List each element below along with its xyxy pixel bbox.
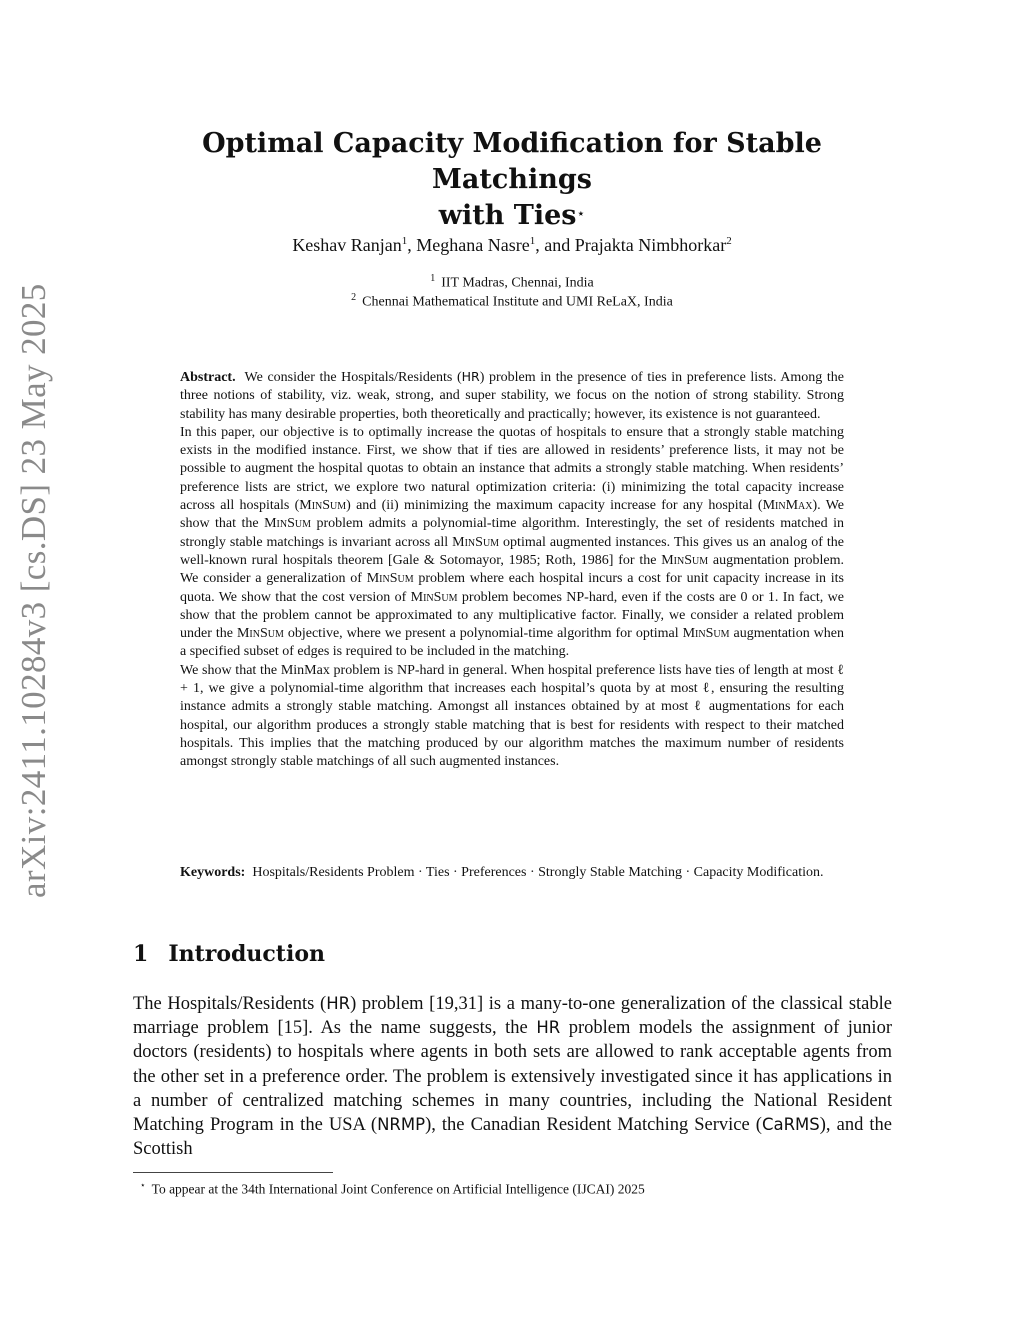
keywords-text: Hospitals/Residents Problem · Ties · Preferences · Strongly Stable Matching · Capacity Modification. (252, 865, 824, 880)
footnote-text: To appear at the 34th International Joint Conference on Artificial Intelligence (IJCAI) 2025 (151, 1181, 645, 1197)
footnote-rule (133, 1172, 333, 1173)
abstract-text: augmentation problem. We consider a generalization of (180, 552, 844, 587)
keywords (180, 864, 844, 882)
term-minsum: MinSum (366, 571, 414, 587)
intro-text: ) problem [19,31] is a many-to-one generalization of the classical stable marriage problem [15]. As the name suggests, the (133, 994, 892, 1039)
abstract-text: ) and (ii) minimizing the maximum capacity increase for any hospital ( (346, 498, 763, 514)
author-3-affil: 2 (726, 235, 732, 247)
paper-title (120, 126, 904, 234)
arxiv-stamp: arXiv:2411.10284v3 [cs.DS] 23 May 2025 (14, 283, 53, 898)
abstract-text: problem becomes NP-hard, even if the costs are 0 or 1. In fact, we show that the problem cannot be approximated to any multiplicative factor. Finally, we consider a related problem under the (180, 589, 844, 642)
term-minsum: MinSum (452, 534, 500, 550)
abstract-text: augmentation when a specified subset of edges is required to be included in the matching. (180, 626, 845, 660)
term-minmax: MinMax (762, 498, 813, 514)
section-heading (133, 941, 325, 967)
abbr-nrmp: NRMP (377, 1115, 426, 1135)
author-2: Meghana Nasre (416, 235, 530, 255)
abstract-text: In this paper, our objective is to optimally increase the quotas of hospitals to ensure that a strongly stable matching exists in the modified instance. First, we show that if ties are allowed in residents’ preference lists, it may not be possible to augment the hospital quotas to obtain an instance that admits a strongly stable matching. When residents’ preference lists are strict, we explore two natural optimization criteria: (i) minimizing the total capacity increase across all hospitals ( (180, 424, 844, 514)
term-minsum: MinSum (299, 498, 347, 514)
abstract-paragraph-3: We show that the MinMax problem is NP-hard in general. When hospital preference lists have ties of length at most ℓ + 1, we give a polynomial-time algorithm that increases each hospital’s quota by at most ℓ, ensuring the resulting instance admits a strongly stable matching. Amongst all instances obtained by at most ℓ augmentations for each hospital, our algorithm produces a strongly stable matching that is best for residents with respect to their matched hospitals. This implies that the matching produced by our algorithm matches the maximum number of residents amongst strongly stable matchings of all such augmented instances. (180, 662, 844, 770)
intro-text: ), the Canadian Resident Matching Service ( (425, 1115, 762, 1136)
intro-paragraph (133, 992, 892, 1161)
abstract-text: optimal augmented instances. This gives us an analog of the well-known rural hospitals theorem [Gale & Sotomayor, 1985; Roth, 1986] for the (180, 534, 844, 568)
abbr-carms: CaRMS (761, 1115, 820, 1135)
term-minsum: MinSum (236, 626, 284, 642)
footnote (140, 1180, 890, 1198)
keywords-label: Keywords: (180, 865, 246, 880)
title-line-1: Optimal Capacity Modification for Stable Matchings (202, 128, 822, 195)
title-footnote-mark: ⋆ (576, 206, 586, 222)
affiliation-number: 1 (430, 273, 436, 284)
abstract-text: ) problem in the presence of ties in preference lists. Among the three notions of stability, viz. weak, strong, and super stability, we focus on the notion of strong stability. Strong stability has many desirable properties, both theoretically and practically; however, its existence is not guaranteed. (180, 370, 844, 422)
affiliation-1 (120, 273, 904, 292)
affiliation-2 (120, 292, 904, 311)
affiliation-text: IIT Madras, Chennai, India (441, 275, 594, 291)
abstract-text: ). We show that the (180, 498, 845, 532)
section-title: Introduction (168, 941, 325, 967)
intro-text: problem models the assignment of junior doctors (residents) to hospitals where agents in both sets are allowed to rank acceptable agents from the other set in a preference order. The problem is extensively investigated since it has applications in a number of centralized matching schemes in many countries, including the National Resident Matching Program in the USA ( (133, 1018, 892, 1136)
section-number: 1 (133, 941, 149, 967)
abstract-text: problem admits a polynomial-time algorithm. Interestingly, the set of residents matched in strongly stable matchings is invariant across all (180, 516, 844, 550)
abstract-text: We consider the Hospitals/Residents ( (244, 370, 462, 385)
abstract-text: problem where each hospital incurs a cost for unit capacity increase in its quota. We show that the cost version of (180, 571, 844, 605)
author-3: Prajakta Nimbhorkar (574, 235, 727, 255)
abbr-hr: HR (326, 994, 351, 1013)
title-line-2-text: with Ties (438, 200, 577, 231)
term-minsum: MinSum (682, 626, 730, 642)
abbr-hr: HR (461, 369, 480, 384)
author-separator: , and (535, 235, 575, 255)
author-1: Keshav Ranjan (292, 235, 402, 255)
abstract-paragraph-1 (180, 368, 844, 424)
intro-text: ), and the Scottish (133, 1115, 892, 1160)
author-2-affil: 1 (529, 235, 536, 247)
title-line-2 (120, 198, 904, 234)
author-list (120, 235, 904, 256)
abstract-paragraph-2 (180, 424, 844, 662)
term-minsum: MinSum (410, 589, 458, 605)
abbr-hr: HR (536, 1018, 561, 1038)
affiliation-text: Chennai Mathematical Institute and UMI ReLaX, India (362, 294, 673, 310)
term-minsum: MinSum (264, 516, 312, 532)
term-minsum: MinSum (661, 552, 709, 568)
abstract (180, 368, 844, 772)
abstract-label: Abstract. (180, 370, 236, 385)
author-1-affil: 1 (401, 235, 408, 247)
footnote-mark: ⋆ (140, 1180, 146, 1190)
intro-text: The Hospitals/Residents ( (133, 994, 327, 1014)
abstract-text: objective, where we present a polynomial-time algorithm for optimal (283, 626, 683, 642)
author-separator: , (407, 235, 417, 255)
affiliation-number: 2 (351, 292, 357, 303)
